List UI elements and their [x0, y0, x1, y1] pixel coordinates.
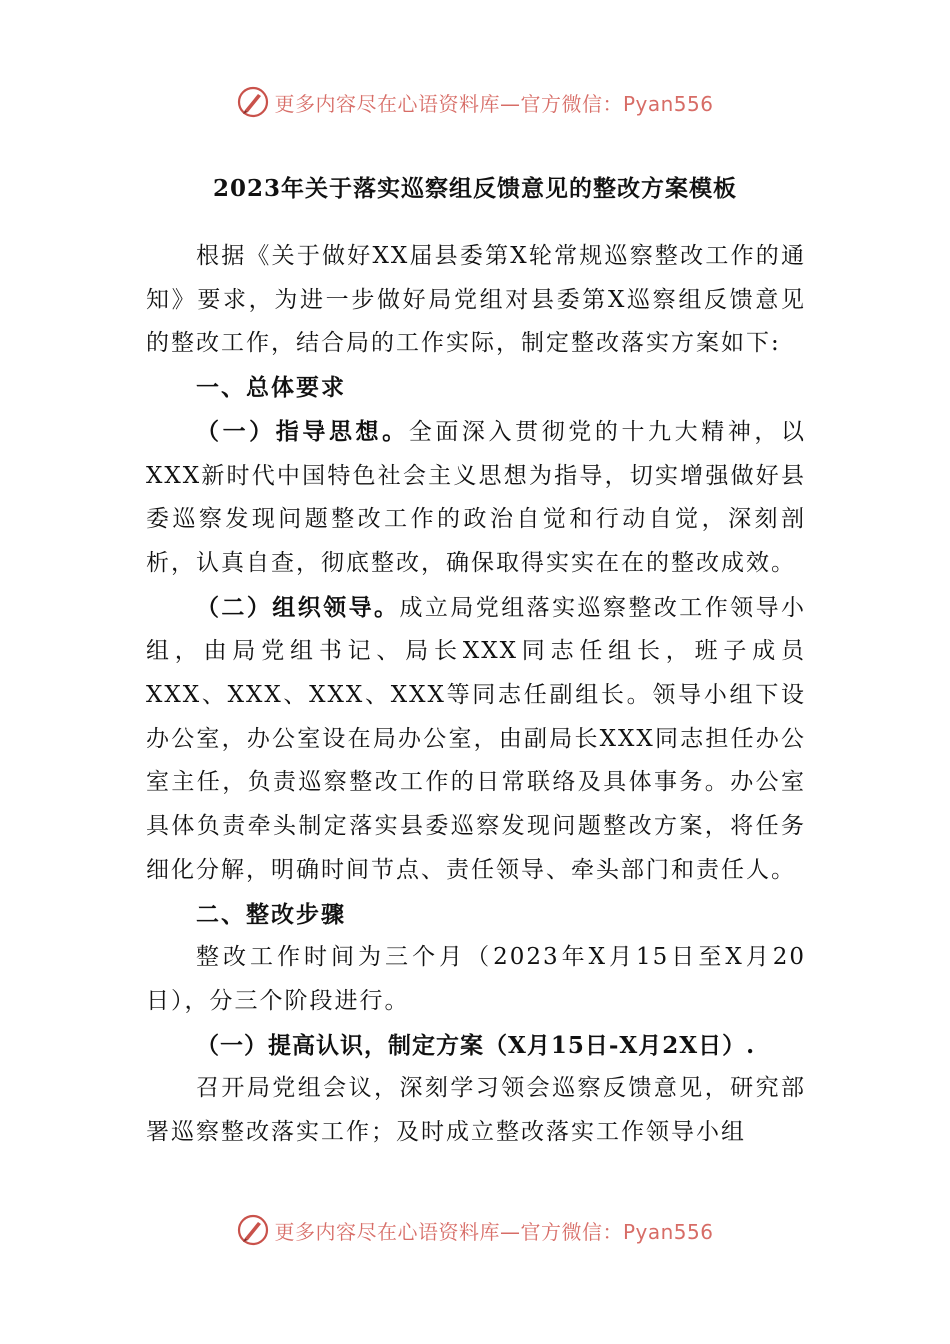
intro-paragraph: 根据《关于做好XX届县委第X轮常规巡察整改工作的通知》要求，为进一步做好局党组对县委第X巡察组反馈意见的整改工作，结合局的工作实际，制定整改落实方案如下: — [146, 243, 806, 357]
organization-lead: （二）组织领导。 — [196, 593, 400, 621]
phase1-heading: （一）提高认识，制定方案（X月15日-X月2X日）. — [196, 1031, 756, 1059]
guiding-thought-lead: （一）指导思想。 — [196, 417, 409, 445]
phase1-paragraph: 召开局党组会议，深刻学习领会巡察反馈意见，研究部署巡察整改落实工作；及时成立整改落实工作领导小组 — [146, 1075, 806, 1146]
steps-intro-paragraph: 整改工作时间为三个月（2023年X月15日至X月20日），分三个阶段进行。 — [146, 944, 806, 1014]
organization-text: 成立局党组落实巡察整改工作领导小组，由局党组书记、局长XXX同志任组长，班子成员XXX、XXX、XXX、XXX等同志任副组长。领导小组下设办公室，办公室设在局办公室，由副局长XXX同志担任办公室主任，负责巡察整改工作的日常联络及具体事务。办公室具体负责牵头制定落实县委巡察发现问题整改方案，将任务细化分解，明确时间节点、责任领导、牵头部门和责任人。 — [146, 594, 807, 883]
section-heading-general: 一、总体要求 — [196, 374, 346, 402]
watermark-text: 更多内容尽在心语资料库—官方微信：Pyan556 — [274, 1219, 714, 1244]
document-body — [146, 235, 806, 1155]
section-heading-steps: 二、整改步骤 — [196, 900, 346, 928]
pen-logo-icon — [236, 85, 270, 119]
watermark-banner-top — [0, 82, 950, 122]
guiding-thought-text: 全面深入贯彻党的十九大精神，以XXX新时代中国特色社会主义思想为指导，切实增强做好县委巡察发现问题整改工作的政治自觉和行动自觉，深刻剖析，认真自查，彻底整改，确保取得实实在在的整改成效。 — [146, 418, 807, 576]
pen-logo-icon — [236, 1213, 270, 1247]
watermark-banner-bottom — [0, 1210, 950, 1250]
organization-paragraph — [146, 586, 806, 893]
guiding-thought-paragraph — [146, 410, 806, 586]
watermark-text: 更多内容尽在心语资料库—官方微信：Pyan556 — [274, 91, 714, 116]
document-title: 2023年关于落实巡察组反馈意见的整改方案模板 — [212, 175, 737, 202]
